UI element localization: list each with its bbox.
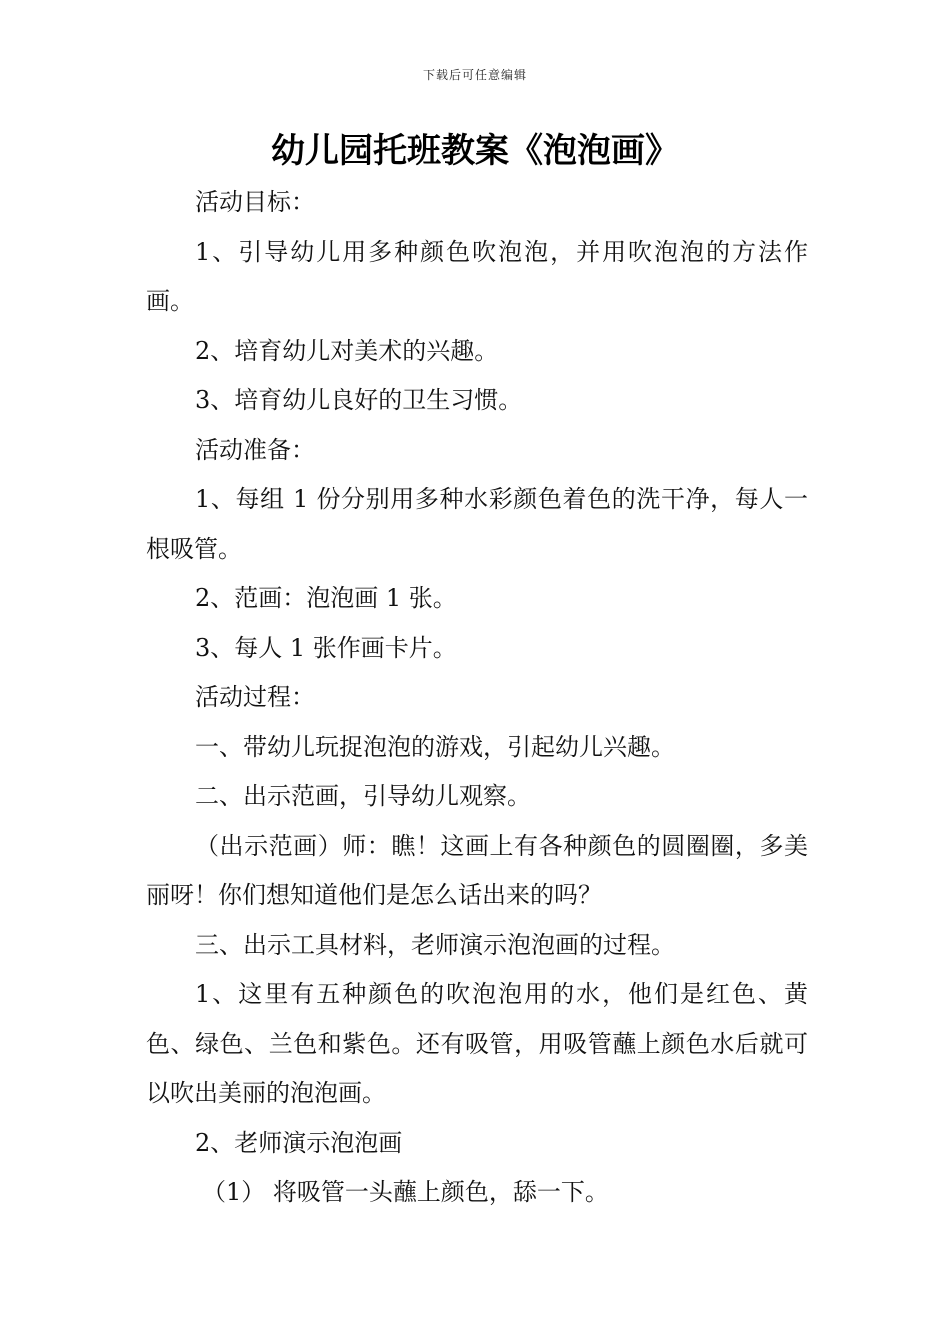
- paragraph-prep-3: 3、每人 1 张作画卡片。: [195, 633, 457, 662]
- paragraph-process-1: 一、带幼儿玩捉泡泡的游戏，引起幼儿兴趣。: [195, 732, 675, 761]
- paragraph-goals-heading: 活动目标：: [195, 188, 315, 216]
- paragraph-goal-1: 1、引导幼儿用多种颜色吹泡泡，并用吹泡泡的方法作画。: [146, 237, 808, 315]
- paragraph-teacher-dialogue: （出示范画）师：瞧！这画上有各种颜色的圆圈圈，多美丽呀！你们想知道他们是怎么话出来的吗？: [146, 831, 808, 909]
- paragraph-goal-2: 2、培育幼儿对美术的兴趣。: [195, 336, 499, 365]
- paragraph-substep-1: （1） 将吸管一头蘸上颜色，舔一下。: [202, 1178, 609, 1206]
- paragraph-step-1: 1、这里有五种颜色的吹泡泡用的水，他们是红色、黄色、绿色、兰色和紫色。还有吸管，用吸管蘸上颜色水后就可以吹出美丽的泡泡画。: [146, 980, 808, 1107]
- paragraph-prep-2: 2、范画：泡泡画 1 张。: [195, 584, 457, 612]
- paragraph-goal-3: 3、培育幼儿良好的卫生习惯。: [195, 386, 523, 414]
- paragraph-process-3: 三、出示工具材料，老师演示泡泡画的过程。: [195, 930, 675, 959]
- header-note: 下载后可任意编辑: [422, 68, 527, 82]
- paragraph-prep-1: 1、每组 1 份分别用多种水彩颜色着色的洗干净，每人一根吸管。: [146, 485, 808, 563]
- document-body: [146, 178, 808, 1218]
- paragraph-step-2: 2、老师演示泡泡画: [195, 1128, 403, 1157]
- paragraph-process-2: 二、出示范画，引导幼儿观察。: [195, 782, 531, 810]
- document-title: 幼儿园托班教案《泡泡画》: [271, 131, 679, 171]
- paragraph-process-heading: 活动过程：: [195, 683, 315, 711]
- paragraph-prep-heading: 活动准备：: [195, 435, 315, 464]
